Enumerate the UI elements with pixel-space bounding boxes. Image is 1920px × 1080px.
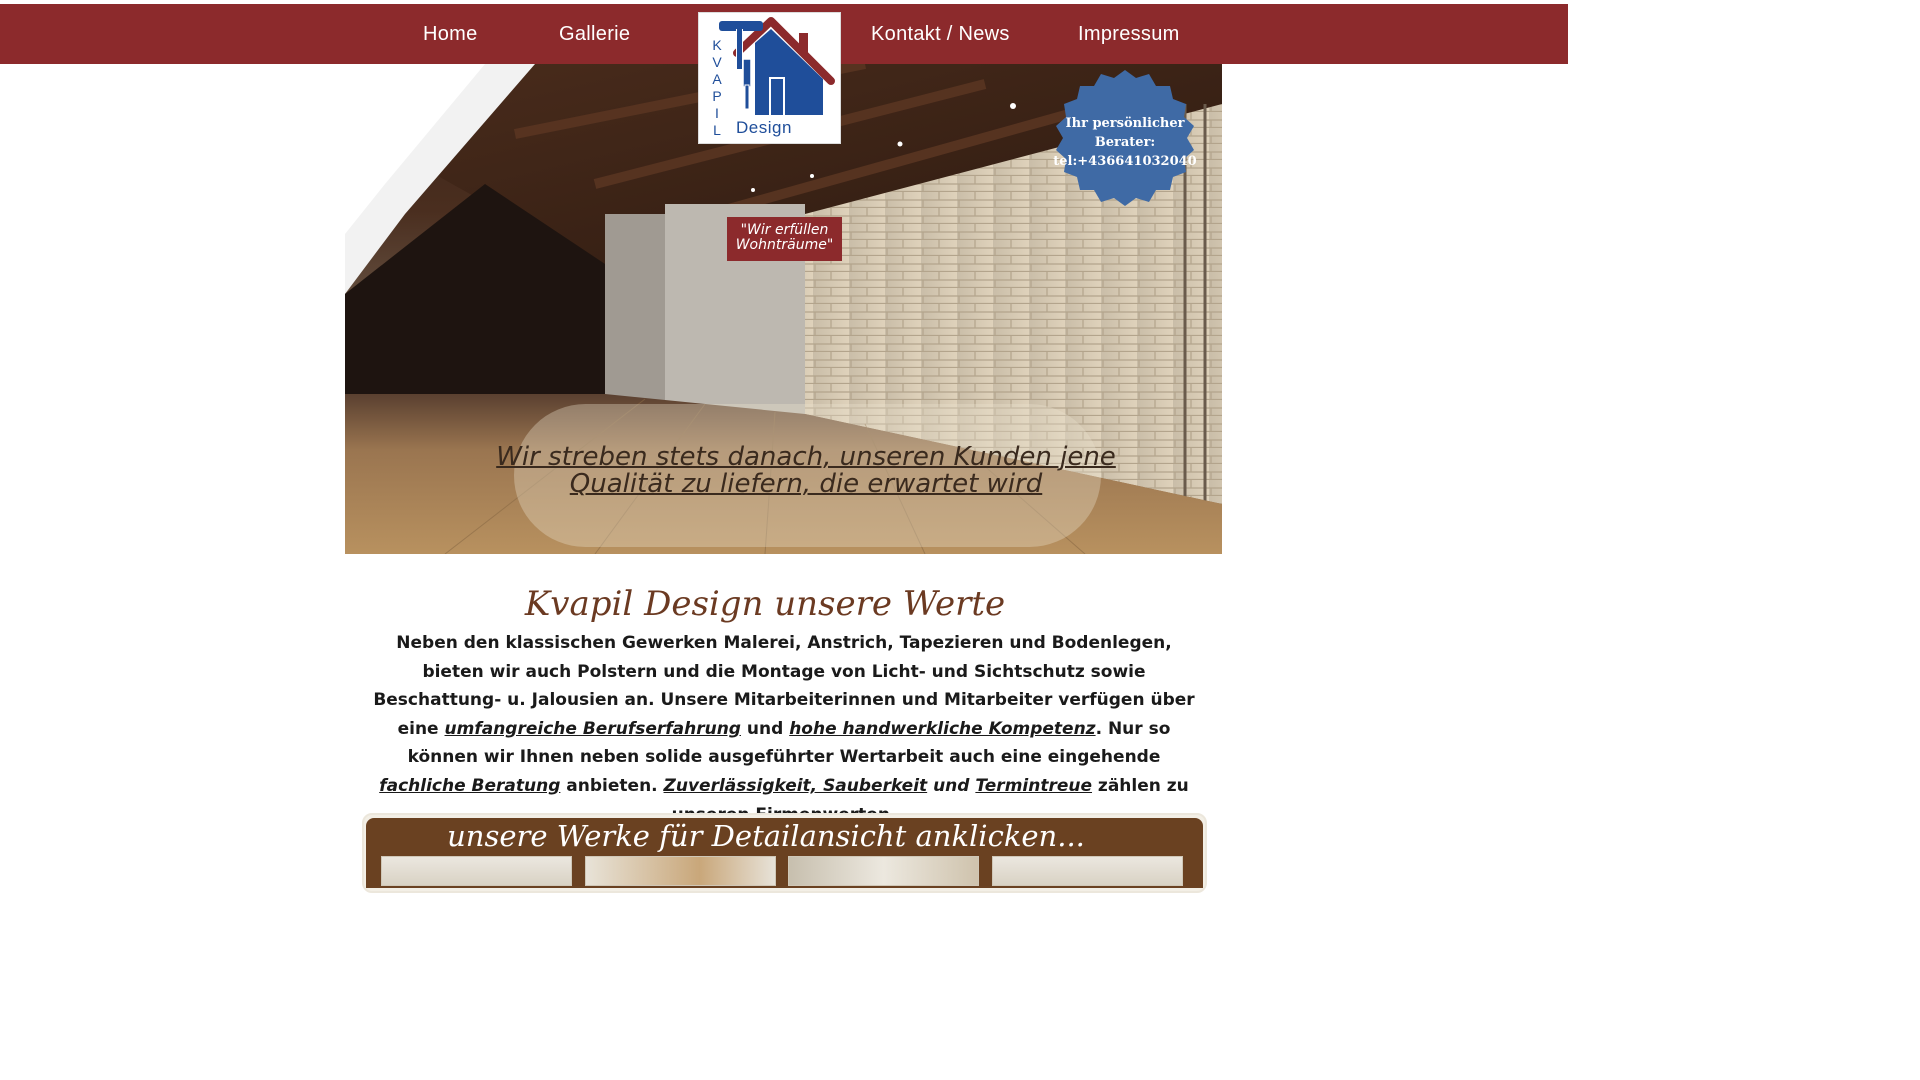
gallery-thumbnail[interactable] [788, 856, 979, 886]
logo-letter: K [712, 37, 722, 53]
values-text-segment: Neben den klassischen Gewerken Malerei, Anstrich, Tapezieren und Bodenlegen, bieten wir auch Polstern und die Montage von Licht- und Sichtschutz sowie Beschattung- u. Jalousien an. Unsere Mitarbeiterinnen und Mitarbeiter verfügen über eine [373, 633, 1195, 739]
logo-letter: P [712, 88, 722, 104]
nav-contact-link[interactable]: Kontakt / News [871, 23, 1010, 45]
logo-letter: V [712, 54, 722, 70]
hero-slogan[interactable]: Wir streben stets danach, unseren Kunden jene Qualität zu liefern, die erwartet wird [496, 442, 1116, 499]
values-text-segment: . Nur so können wir Ihnen neben solide ausgeführter Wertarbeit auch eine eingehende [407, 718, 1171, 768]
logo-letter: A [712, 71, 722, 87]
logo-letter: L [713, 122, 721, 138]
values-text-segment: und [927, 775, 976, 796]
company-logo[interactable] [698, 12, 841, 144]
values-text-segment: und [740, 718, 790, 739]
values-paragraph [372, 629, 1196, 829]
values-heading: Kvapil Design unsere Werte [524, 584, 1006, 624]
nav-gallery-link[interactable]: Gallerie [559, 23, 631, 45]
values-emphasis-consulting: fachliche Beratung [379, 775, 561, 796]
logo-letter: I [715, 105, 719, 121]
values-emphasis-reliability: Zuverlässigkeit, Sauberkeit [663, 775, 928, 796]
gallery-thumbnail[interactable] [381, 856, 572, 886]
gallery-thumbnail[interactable] [585, 856, 776, 886]
nav-imprint-link[interactable]: Impressum [1078, 23, 1180, 45]
advisor-phone-text[interactable]: Ihr persönlicher Berater: tel:+436641032040 [1053, 116, 1197, 169]
values-emphasis-competence: hohe handwerkliche Kompetenz [789, 718, 1096, 739]
values-text-segment: anbieten. [560, 775, 664, 796]
values-emphasis-experience: umfangreiche Berufserfahrung [444, 718, 741, 739]
values-emphasis-punctuality: Termintreue [975, 775, 1093, 796]
logo-design-text: Design [736, 118, 792, 137]
quote-badge: "Wir erfüllen Wohnträume" [727, 217, 842, 261]
nav-home-link[interactable]: Home [423, 23, 478, 45]
values-text-segment: zählen zu [1097, 775, 1189, 796]
works-gallery-title: unsere Werke für Detailansicht anklicken... [447, 819, 1085, 853]
gallery-thumbnail[interactable] [992, 856, 1183, 886]
